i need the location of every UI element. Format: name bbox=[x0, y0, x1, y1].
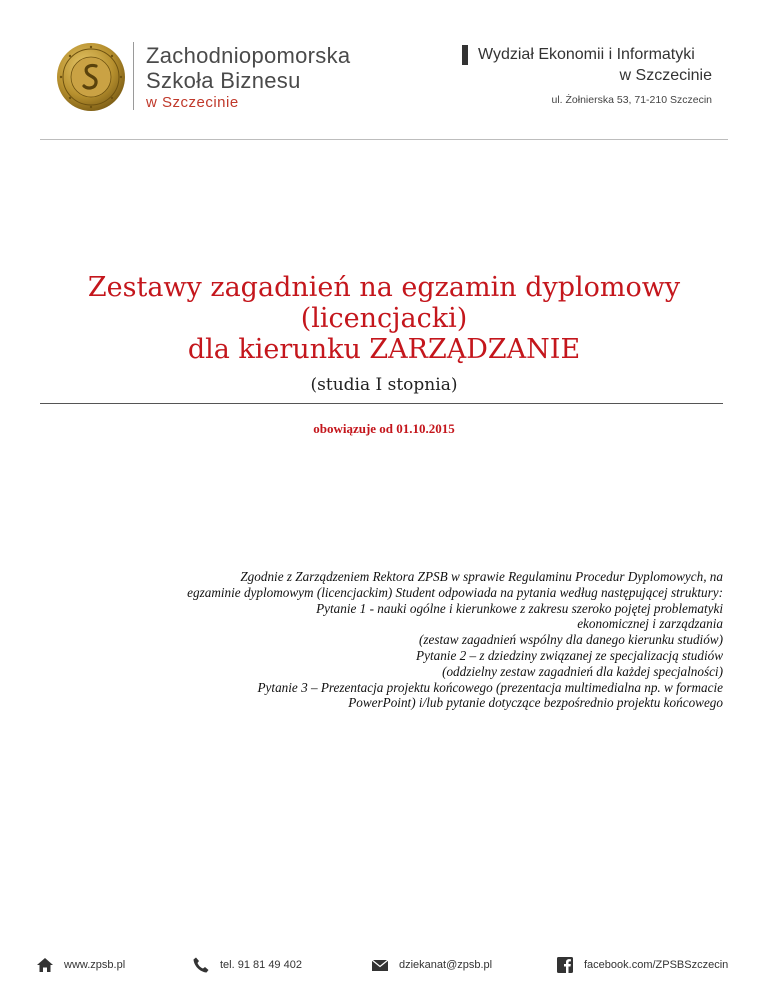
intro-line: (zestaw zagadnień wspólny dla danego kierunku studiów) bbox=[418, 632, 723, 648]
school-seal-logo bbox=[56, 42, 126, 112]
valid-from-note: obowiązuje od 01.10.2015 bbox=[313, 421, 455, 436]
intro-line: Pytanie 2 – z dziedziny związanej ze specjalizacją studiów bbox=[416, 647, 723, 663]
phone-number[interactable]: tel. 91 81 49 402 bbox=[220, 959, 302, 971]
brand-city: w Szczecinie bbox=[146, 94, 239, 111]
intro-line: egzaminie dyplomowym (licencjackim) Student odpowiada na pytania według następującej struktury: bbox=[187, 584, 723, 600]
home-icon bbox=[36, 956, 54, 974]
facebook-link[interactable]: facebook.com/ZPSBSzczecin bbox=[584, 959, 729, 971]
faculty-name: Wydział Ekonomii i Informatyki bbox=[478, 46, 695, 63]
brand-name-line1: Zachodniopomorska bbox=[146, 43, 351, 68]
intro-line: PowerPoint) i/lub pytanie dotyczące bezpośrednio projektu końcowego bbox=[348, 695, 723, 711]
intro-line: Pytanie 1 - nauki ogólne i kierunkowe z zakresu szeroko pojętej problematyki bbox=[316, 600, 723, 616]
phone-icon bbox=[192, 956, 210, 974]
email-link[interactable]: dziekanat@zpsb.pl bbox=[399, 959, 493, 971]
brand-name-line2: Szkoła Biznesu bbox=[146, 68, 301, 93]
document-subtitle: (studia I stopnia) bbox=[310, 375, 458, 395]
footer-phone[interactable] bbox=[192, 956, 302, 974]
footer-facebook[interactable] bbox=[556, 956, 728, 974]
document-title bbox=[40, 272, 728, 365]
facebook-icon bbox=[556, 956, 574, 974]
website-link[interactable]: www.zpsb.pl bbox=[64, 959, 126, 971]
header-divider bbox=[40, 139, 728, 140]
faculty-mark bbox=[462, 45, 468, 65]
title-divider bbox=[40, 403, 723, 404]
title-line: Zestawy zagadnień na egzamin dyplomowy bbox=[87, 272, 681, 303]
intro-line: (oddzielny zestaw zagadnień dla każdej specjalności) bbox=[442, 663, 723, 679]
faculty-address: ul. Żołnierska 53, 71-210 Szczecin bbox=[551, 94, 712, 106]
faculty-city: w Szczecinie bbox=[619, 67, 712, 84]
intro-line: Zgodnie z Zarządzeniem Rektora ZPSB w sprawie Regulaminu Procedur Dyplomowych, na bbox=[240, 569, 723, 584]
brand-divider bbox=[133, 42, 134, 110]
footer-website[interactable] bbox=[36, 956, 125, 974]
title-line: dla kierunku ZARZĄDZANIE bbox=[187, 334, 581, 365]
intro-line: Pytanie 3 – Prezentacja projektu końcowego (prezentacja multimedialna np. w formacie bbox=[257, 679, 723, 695]
footer-email[interactable] bbox=[371, 956, 492, 974]
envelope-icon bbox=[371, 956, 389, 974]
title-line: (licencjacki) bbox=[300, 303, 468, 334]
intro-line: ekonomicznej i zarządzania bbox=[577, 616, 723, 632]
intro-paragraph bbox=[60, 569, 723, 711]
